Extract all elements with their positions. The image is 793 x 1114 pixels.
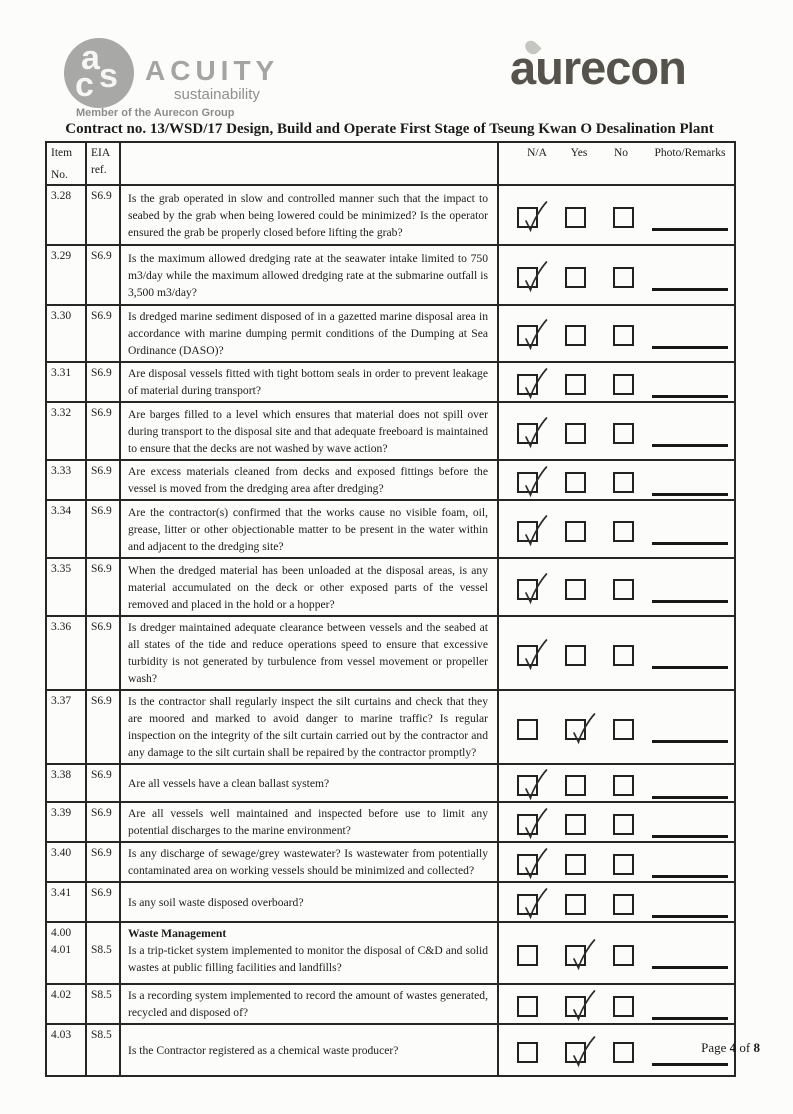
col-header-na: N/A <box>527 147 547 159</box>
eia-ref-cell <box>86 616 120 690</box>
answers-cell <box>498 305 735 362</box>
checkbox-no <box>613 894 634 915</box>
answer-checkboxes <box>499 890 734 915</box>
remarks-line <box>652 666 728 669</box>
answer-checkboxes <box>499 419 734 444</box>
item-number: 3.38 <box>51 769 72 781</box>
item-number: 3.35 <box>51 563 72 575</box>
checklist-table <box>45 141 736 1077</box>
answer-checkboxes <box>499 517 734 542</box>
checkbox-no <box>613 719 634 740</box>
eia-ref-cell <box>86 500 120 558</box>
eia-ref: S6.9 <box>91 807 112 819</box>
checkbox-yes <box>565 207 586 228</box>
checkbox-na <box>517 267 538 288</box>
item-number-cell <box>46 842 86 882</box>
question-text: Is the grab operated in slow and controlled manner such that the impact to seabed by the grab when being lowered could be minimized? Is the operator ensured the grab be properly closed before lifting the grab? <box>128 191 488 239</box>
check-mark-icon <box>519 317 549 351</box>
eia-ref: S8.5 <box>91 944 112 956</box>
answers-cell <box>498 500 735 558</box>
checkbox-na <box>517 945 538 966</box>
checkbox-na <box>517 579 538 600</box>
checkbox-na <box>517 814 538 835</box>
remarks-line <box>652 875 728 878</box>
checkbox-na <box>517 423 538 444</box>
checkbox-yes <box>565 814 586 835</box>
eia-ref-cell <box>86 362 120 402</box>
checkbox-na <box>517 719 538 740</box>
answer-checkboxes <box>499 641 734 666</box>
eia-ref: S6.9 <box>91 847 112 859</box>
question-text: Are the contractor(s) confirmed that the works cause no visible foam, oil, grease, litter or other objectionable matter to be present in the water within and adjacent to the dredging site? <box>128 505 488 553</box>
checkbox-no <box>613 374 634 395</box>
answers-cell <box>498 362 735 402</box>
checkbox-yes <box>565 854 586 875</box>
checkbox-yes <box>565 996 586 1017</box>
remarks-line <box>652 835 728 838</box>
item-number-cell <box>46 690 86 764</box>
question-text: Is the contractor shall regularly inspect the silt curtains and check that they are moored and marked to avoid danger to marine traffic? Is regular inspection on the integrity of the silt curtain carried out by the contractor and any damage to the silt curtain shall be repaired by the contractor promptly? <box>128 695 488 759</box>
footer-page-num: 4 <box>729 1040 737 1055</box>
answer-checkboxes <box>499 263 734 288</box>
col-header-answers <box>498 142 735 185</box>
remarks-line <box>652 444 728 447</box>
checkbox-no <box>613 521 634 542</box>
check-mark-icon <box>519 366 549 400</box>
aurecon-logo <box>510 40 750 110</box>
question-cell <box>120 690 498 764</box>
item-number-cell <box>46 460 86 500</box>
checkbox-na <box>517 521 538 542</box>
answer-checkboxes <box>499 850 734 875</box>
table-header-row <box>46 142 735 185</box>
item-number-cell <box>46 802 86 842</box>
eia-ref: S6.9 <box>91 769 112 781</box>
table-row <box>46 842 735 882</box>
item-number-cell <box>46 185 86 245</box>
remarks-line <box>652 346 728 349</box>
footer-total-num: 8 <box>753 1040 760 1055</box>
checkbox-no <box>613 814 634 835</box>
answers-cell <box>498 402 735 460</box>
answer-checkboxes <box>499 575 734 600</box>
item-number: 3.29 <box>51 250 72 262</box>
table-row <box>46 402 735 460</box>
checkbox-no <box>613 945 634 966</box>
check-mark-icon <box>519 199 549 233</box>
aurecon-wordmark: aurecon <box>510 41 686 94</box>
question-text: Are excess materials cleaned from decks and exposed fittings before the vessel is moved from the dredging area after dredging? <box>128 465 488 495</box>
page-number <box>45 1040 760 1056</box>
checkbox-no <box>613 423 634 444</box>
remarks-line <box>652 288 728 291</box>
question-cell <box>120 500 498 558</box>
question-cell <box>120 882 498 922</box>
answers-cell <box>498 802 735 842</box>
table-row <box>46 922 735 984</box>
question-text: Is the maximum allowed dredging rate at the seawater intake limited to 750 m3/day while the maximum allowed dredging rate at the submarine outfall is 3,500 m3/day? <box>128 251 488 299</box>
col-header-item-line1: Item <box>51 147 73 159</box>
table-row <box>46 460 735 500</box>
section-title: Waste Management <box>128 927 227 940</box>
eia-ref: S6.9 <box>91 367 112 379</box>
item-number: 3.28 <box>51 190 72 202</box>
item-number-cell <box>46 362 86 402</box>
eia-ref-cell <box>86 842 120 882</box>
check-mark-icon <box>519 846 549 880</box>
eia-ref <box>91 925 118 942</box>
checkbox-yes <box>565 645 586 666</box>
page-title: Contract no. 13/WSD/17 Design, Build and Operate First Stage of Tseung Kwan O Desalination Plant <box>65 121 714 137</box>
table-row <box>46 500 735 558</box>
remarks-line <box>652 740 728 743</box>
remarks-line <box>652 542 728 545</box>
check-mark-icon <box>519 571 549 605</box>
checkbox-yes <box>565 325 586 346</box>
table-row <box>46 305 735 362</box>
monogram-letter-s: s <box>99 57 118 95</box>
item-number-cell <box>46 882 86 922</box>
table-row <box>46 802 735 842</box>
question-cell <box>120 305 498 362</box>
checkbox-na <box>517 996 538 1017</box>
check-mark-icon <box>567 937 597 971</box>
question-cell <box>120 984 498 1024</box>
item-number: 4.00 <box>51 927 72 939</box>
remarks-line <box>652 966 728 969</box>
answers-cell <box>498 185 735 245</box>
acuity-member-text: Member of the Aurecon Group <box>76 107 235 119</box>
answers-cell <box>498 882 735 922</box>
checkbox-yes <box>565 472 586 493</box>
checkbox-yes <box>565 374 586 395</box>
remarks-line <box>652 1063 728 1066</box>
question-text: Are all vessels have a clean ballast system? <box>128 776 330 790</box>
question-cell <box>120 842 498 882</box>
eia-ref-cell <box>86 802 120 842</box>
question-text: Are barges filled to a level which ensures that material does not spill over during transport to the disposal site and that adequate freeboard is maintained to ensure that the decks are not washed by wave action? <box>128 407 488 455</box>
footer-word-page: Page <box>701 1040 727 1055</box>
answers-cell <box>498 842 735 882</box>
question-text: Are disposal vessels fitted with tight bottom seals in order to prevent leakage of material during transport? <box>128 367 488 397</box>
checkbox-yes <box>565 719 586 740</box>
col-header-question <box>120 142 498 185</box>
col-header-item-line2: No. <box>51 169 68 181</box>
checkbox-na <box>517 645 538 666</box>
question-text: When the dredged material has been unloaded at the disposal areas, is any material accumulated on the deck or other exposed parts of the vessel removed and placed in the hold or a hopper? <box>128 563 488 611</box>
col-header-item <box>46 142 86 185</box>
eia-ref: S8.5 <box>91 989 112 1001</box>
eia-ref-cell <box>86 185 120 245</box>
item-number-cell <box>46 402 86 460</box>
item-number: 4.02 <box>51 989 72 1001</box>
table-row <box>46 245 735 305</box>
eia-ref-cell <box>86 402 120 460</box>
checkbox-na <box>517 472 538 493</box>
table-row <box>46 616 735 690</box>
answer-checkboxes <box>499 941 734 966</box>
item-number: 3.34 <box>51 505 72 517</box>
question-text: Is any discharge of sewage/grey wastewater? Is wastewater from potentially contaminated area on working vessels should be minimized and collected? <box>128 847 488 877</box>
checkbox-yes <box>565 521 586 542</box>
checkbox-no <box>613 645 634 666</box>
answer-checkboxes <box>499 203 734 228</box>
item-number-cell <box>46 245 86 305</box>
question-cell <box>120 362 498 402</box>
question-text: Is dredger maintained adequate clearance between vessels and the seabed at all states of the tide and reduce operations speed to ensure that excessive turbidity is not generated by turbulence from vessel movement or propeller wash? <box>128 621 488 685</box>
eia-ref-cell <box>86 922 120 984</box>
check-mark-icon <box>519 259 549 293</box>
checkbox-no <box>613 472 634 493</box>
item-number: 4.03 <box>51 1029 72 1041</box>
item-number: 3.39 <box>51 807 72 819</box>
checkbox-no <box>613 996 634 1017</box>
answer-checkboxes <box>499 810 734 835</box>
remarks-line <box>652 493 728 496</box>
check-mark-icon <box>519 637 549 671</box>
question-cell <box>120 460 498 500</box>
checkbox-no <box>613 267 634 288</box>
eia-ref-cell <box>86 558 120 616</box>
question-text: Is dredged marine sediment disposed of in a gazetted marine disposal area in accordance with marine dumping permit conditions of the Dumping at Sea Ordinance (DASO)? <box>128 310 488 357</box>
item-number: 3.33 <box>51 465 72 477</box>
table-row <box>46 185 735 245</box>
eia-ref-cell <box>86 764 120 802</box>
item-number-cell <box>46 558 86 616</box>
check-mark-icon <box>519 415 549 449</box>
checkbox-yes <box>565 894 586 915</box>
eia-ref: S6.9 <box>91 310 112 322</box>
checkbox-no <box>613 854 634 875</box>
acuity-logo <box>62 36 392 122</box>
check-mark-icon <box>519 513 549 547</box>
question-cell <box>120 922 498 984</box>
answers-cell <box>498 984 735 1024</box>
eia-ref-cell <box>86 984 120 1024</box>
footer-word-of: of <box>739 1040 751 1055</box>
question-cell <box>120 185 498 245</box>
item-number: 3.40 <box>51 847 72 859</box>
question-cell <box>120 802 498 842</box>
question-cell <box>120 764 498 802</box>
col-header-eia: EIA ref. <box>86 142 120 185</box>
eia-ref: S6.9 <box>91 250 112 262</box>
answers-cell <box>498 764 735 802</box>
eia-ref: S6.9 <box>91 621 112 633</box>
item-number-cell <box>46 305 86 362</box>
eia-ref: S6.9 <box>91 407 112 419</box>
checkbox-no <box>613 325 634 346</box>
remarks-line <box>652 228 728 231</box>
answers-cell <box>498 558 735 616</box>
answers-cell <box>498 922 735 984</box>
checkbox-no <box>613 207 634 228</box>
checkbox-no <box>613 579 634 600</box>
item-number-cell <box>46 616 86 690</box>
question-text: Is any soil waste disposed overboard? <box>128 895 304 909</box>
table-row <box>46 362 735 402</box>
answer-checkboxes <box>499 321 734 346</box>
answer-checkboxes <box>499 468 734 493</box>
check-mark-icon <box>519 767 549 801</box>
question-cell <box>120 245 498 305</box>
question-cell <box>120 558 498 616</box>
question-cell <box>120 616 498 690</box>
checkbox-na <box>517 894 538 915</box>
table-row <box>46 882 735 922</box>
eia-ref-cell <box>86 460 120 500</box>
check-mark-icon <box>519 886 549 920</box>
item-number: 3.37 <box>51 695 72 707</box>
check-mark-icon <box>567 711 597 745</box>
remarks-line <box>652 600 728 603</box>
checkbox-na <box>517 854 538 875</box>
check-mark-icon <box>519 464 549 498</box>
remarks-line <box>652 796 728 799</box>
answer-checkboxes <box>499 370 734 395</box>
eia-ref: S6.9 <box>91 465 112 477</box>
acuity-subtitle: sustainability <box>174 86 260 103</box>
item-number: 4.01 <box>51 944 72 956</box>
eia-ref: S6.9 <box>91 505 112 517</box>
question-text: Is the Contractor registered as a chemical waste producer? <box>128 1043 399 1057</box>
table-row <box>46 558 735 616</box>
question-text: Is a trip-ticket system implemented to monitor the disposal of C&D and solid wastes at public filling facilities and landfills? <box>128 944 488 974</box>
remarks-line <box>652 915 728 918</box>
answer-checkboxes <box>499 771 734 796</box>
col-header-photo-remarks: Photo/Remarks <box>654 147 726 159</box>
eia-ref-cell <box>86 305 120 362</box>
item-number-cell <box>46 764 86 802</box>
item-number: 3.30 <box>51 310 72 322</box>
eia-ref-cell <box>86 245 120 305</box>
monogram-letter-c: c <box>75 66 94 104</box>
checkbox-na <box>517 775 538 796</box>
checkbox-no <box>613 775 634 796</box>
checkbox-yes <box>565 267 586 288</box>
eia-ref-cell <box>86 882 120 922</box>
col-header-no: No <box>613 147 629 159</box>
answer-checkboxes <box>499 715 734 740</box>
item-number-cell <box>46 500 86 558</box>
answers-cell <box>498 616 735 690</box>
table-row <box>46 690 735 764</box>
question-text: Is a recording system implemented to record the amount of wastes generated, recycled and disposed of? <box>128 989 488 1019</box>
eia-ref: S6.9 <box>91 695 112 707</box>
checkbox-na <box>517 207 538 228</box>
checkbox-na <box>517 325 538 346</box>
checkbox-yes <box>565 945 586 966</box>
remarks-line <box>652 395 728 398</box>
col-header-yes: Yes <box>570 147 588 159</box>
acuity-name: ACUITY <box>145 55 280 86</box>
eia-ref: S8.5 <box>91 1029 112 1041</box>
checkbox-yes <box>565 423 586 444</box>
item-number: 3.32 <box>51 407 72 419</box>
answers-cell <box>498 690 735 764</box>
answers-cell <box>498 245 735 305</box>
item-number-cell <box>46 922 86 984</box>
item-number: 3.31 <box>51 367 72 379</box>
eia-ref-cell <box>86 690 120 764</box>
checkbox-yes <box>565 579 586 600</box>
question-text: Are all vessels well maintained and inspected before use to limit any potential discharges to the marine environment? <box>128 807 488 837</box>
table-row <box>46 764 735 802</box>
item-number: 3.36 <box>51 621 72 633</box>
item-number: 3.41 <box>51 887 72 899</box>
check-mark-icon <box>519 806 549 840</box>
question-cell <box>120 402 498 460</box>
answers-cell <box>498 460 735 500</box>
checkbox-yes <box>565 775 586 796</box>
check-mark-icon <box>567 988 597 1022</box>
monogram-letter-a: a <box>81 39 100 77</box>
table-row <box>46 984 735 1024</box>
remarks-line <box>652 1017 728 1020</box>
eia-ref: S6.9 <box>91 190 112 202</box>
answer-checkboxes <box>499 992 734 1017</box>
eia-ref: S6.9 <box>91 563 112 575</box>
eia-ref: S6.9 <box>91 887 112 899</box>
item-number-cell <box>46 984 86 1024</box>
acuity-monogram-icon <box>64 38 134 108</box>
checkbox-na <box>517 374 538 395</box>
